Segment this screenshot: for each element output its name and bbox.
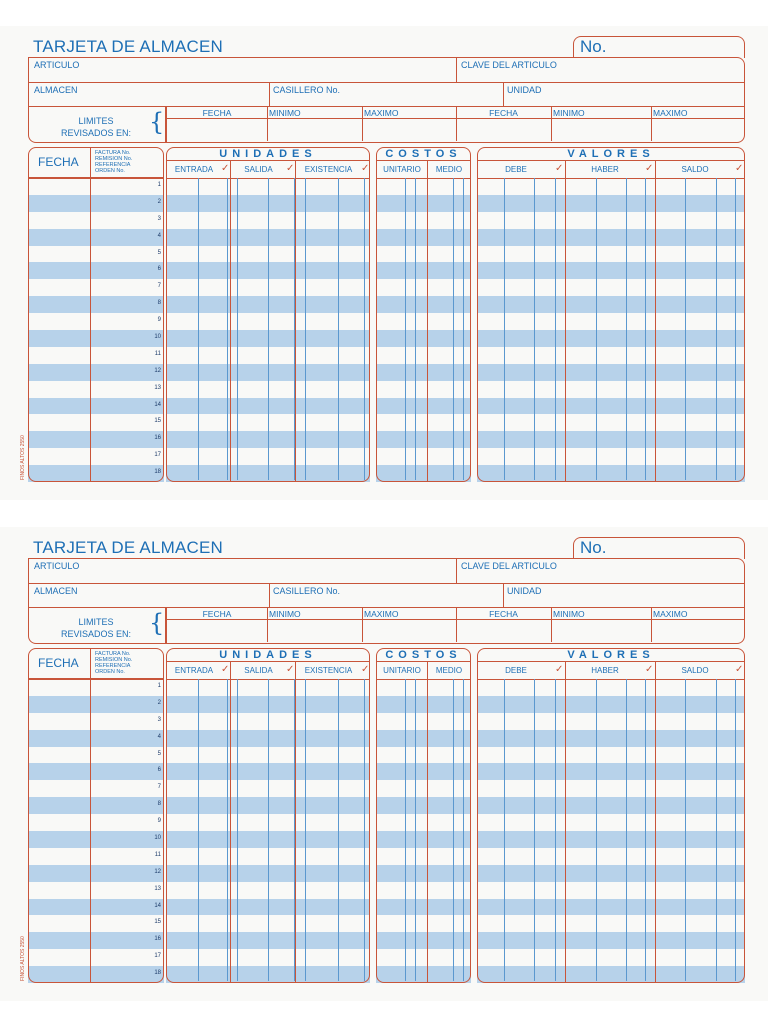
check-mark-icon: ✓ [361,664,370,675]
reference-line: REFERENCIA [95,162,131,168]
limits-divider [651,608,652,642]
column-rule [268,679,269,981]
limits-label-line1: LIMITES [78,617,114,627]
unidades-divider [230,661,231,983]
card-title: TARJETA DE ALMACEN [33,37,224,56]
column-rule [596,679,597,981]
column-rule [463,178,464,480]
row-number: 16 [154,435,161,442]
column-rule [338,178,339,480]
valores-divider [565,661,566,983]
articulo-field[interactable]: ARTICULO [34,60,80,70]
column-rule [685,178,686,480]
printer-mark: FINOS ALTOS 2550 [20,435,26,480]
row-number: 12 [154,868,161,875]
limits-divider [551,107,552,141]
valores-col-2[interactable]: SALDO [681,165,709,174]
column-rule [555,178,556,480]
column-rule [198,679,199,981]
clave-field[interactable]: CLAVE DEL ARTICULO [461,561,557,571]
column-rule [685,679,686,981]
column-rule [626,679,627,981]
column-rule [626,178,627,480]
column-rule [338,679,339,981]
row-number: 3 [157,716,161,723]
unidad-field[interactable]: UNIDAD [507,586,542,596]
limits-label [51,616,141,640]
limits-divider [362,107,363,141]
row-number: 17 [154,452,161,459]
unidades-col-2[interactable]: EXISTENCIA [304,666,353,675]
almacen-field[interactable]: ALMACEN [34,85,78,95]
header-divider [456,559,457,583]
header-fields [28,57,745,107]
unidades-col-1[interactable]: SALIDA [244,165,273,174]
number-label: No. [580,538,607,557]
reference-line: FACTURA No. [95,150,131,156]
costos-rule [377,661,470,662]
row-number: 10 [154,835,161,841]
limits-col-2[interactable]: MAXIMO [364,609,399,619]
reference-header [95,150,132,174]
row-number: 4 [157,733,161,740]
check-mark-icon: ✓ [286,664,295,675]
limits-col-0[interactable]: FECHA [202,609,232,619]
reference-line: ORDEN No. [95,669,125,675]
reference-line: FACTURA No. [95,651,131,657]
column-rule [735,679,736,981]
fecha-section [28,147,164,482]
row-number: 5 [157,750,161,757]
inventory-card [0,26,768,500]
valores-divider [655,160,656,482]
row-number: 15 [154,919,161,926]
brace-icon: { [149,609,165,637]
limits-col-1[interactable]: MINIMO [269,108,301,118]
reference-line: REFERENCIA [95,663,131,669]
limits-label-line1: LIMITES [78,116,114,126]
limits-col-1[interactable]: MINIMO [269,609,301,619]
column-rule [198,178,199,480]
column-rule [596,178,597,480]
column-rule [735,178,736,480]
costos-col-1[interactable]: MEDIO [435,165,463,174]
limits-label-box [28,608,166,644]
column-rule [227,178,228,480]
row-number: 8 [157,300,161,307]
column-rule [305,178,306,480]
column-rule [237,178,238,480]
row-number: 13 [154,384,161,391]
column-rule [555,679,556,981]
check-mark-icon: ✓ [221,163,230,174]
header-divider [269,583,270,607]
check-mark-icon: ✓ [555,664,564,675]
check-mark-icon: ✓ [286,163,295,174]
row-number: 9 [157,317,161,324]
section-header-rule [478,679,744,680]
row-number: 3 [157,215,161,222]
valores-rule [478,661,744,662]
row-number: 14 [154,902,161,909]
limits-col-2[interactable]: MAXIMO [364,108,399,118]
limits-label-line2: REVISADOS EN: [60,629,132,639]
fecha-section [28,648,164,983]
clave-field[interactable]: CLAVE DEL ARTICULO [461,60,557,70]
limits-grid [166,608,745,644]
limits-divider [651,107,652,141]
row-number: 6 [157,266,161,273]
column-rule [364,178,365,480]
row-number: 17 [154,953,161,960]
casillero-field[interactable]: CASILLERO No. [273,85,341,95]
reference-header [95,651,132,675]
inventory-card [0,527,768,1001]
row-number: 13 [154,885,161,892]
header-divider [503,583,504,607]
row-number: 12 [154,367,161,374]
limits-col-5[interactable]: MAXIMO [653,108,688,118]
articulo-field[interactable]: ARTICULO [34,561,80,571]
limits-label-line2: REVISADOS EN: [60,128,132,138]
check-mark-icon: ✓ [735,664,744,675]
costos-section [376,648,471,983]
costos-col-0[interactable]: UNITARIO [383,165,421,174]
unidades-col-1[interactable]: SALIDA [244,666,273,675]
row-number: 5 [157,249,161,256]
limits-col-3[interactable]: FECHA [489,108,518,118]
row-number: 14 [154,401,161,408]
column-rule [716,679,717,981]
column-rule [463,679,464,981]
limits-divider [456,608,457,642]
column-rule [716,178,717,480]
unidades-col-2[interactable]: EXISTENCIA [304,165,353,174]
unidades-rule [167,160,369,161]
unidades-title: UNIDADES [219,148,317,160]
valores-col-2[interactable]: SALDO [681,666,709,675]
unidad-field[interactable]: UNIDAD [507,85,542,95]
valores-section [477,147,745,482]
valores-rule [478,160,744,161]
section-header-rule [377,178,470,179]
costos-rule [377,160,470,161]
fecha-header: FECHA [38,656,79,670]
limits-grid [166,107,745,143]
fecha-divider [90,648,91,983]
row-number: 7 [157,784,161,791]
column-rule [645,679,646,981]
row-number: 8 [157,801,161,808]
costos-divider [427,160,428,482]
costos-col-1[interactable]: MEDIO [435,666,463,675]
unidades-col-0[interactable]: ENTRADA [174,666,214,675]
limits-divider [267,608,268,642]
row-number: 10 [154,334,161,340]
column-rule [453,178,454,480]
row-number: 11 [154,851,161,858]
fecha-header: FECHA [38,155,79,169]
check-mark-icon: ✓ [645,664,654,675]
costos-col-0[interactable]: UNITARIO [383,666,421,675]
header-fields [28,558,745,608]
column-rule [294,178,295,480]
column-rule [645,178,646,480]
limits-label [51,115,141,139]
row-number: 2 [157,198,161,205]
header-divider [456,58,457,82]
valores-title: VALORES [567,148,655,160]
valores-divider [565,160,566,482]
header-divider [29,583,744,584]
limits-col-4[interactable]: MINIMO [553,609,585,619]
limits-divider [267,107,268,141]
header-divider [503,82,504,106]
valores-section [477,648,745,983]
check-mark-icon: ✓ [361,163,370,174]
column-rule [534,679,535,981]
row-number: 18 [154,469,161,476]
column-rule [294,679,295,981]
row-number: 7 [157,283,161,290]
unidades-divider [230,160,231,482]
row-number: 4 [157,232,161,239]
printer-mark: FINOS ALTOS 2550 [20,936,26,981]
row-number: 6 [157,767,161,774]
check-mark-icon: ✓ [735,163,744,174]
row-number: 1 [157,683,161,689]
row-number: 15 [154,418,161,425]
check-mark-icon: ✓ [555,163,564,174]
column-rule [415,679,416,981]
limits-divider [362,608,363,642]
row-number: 2 [157,699,161,706]
reference-line: ORDEN No. [95,168,125,174]
check-mark-icon: ✓ [645,163,654,174]
column-rule [405,178,406,480]
row-number: 11 [154,350,161,357]
reference-line: REMISION No. [95,657,133,663]
row-number: 16 [154,936,161,943]
limits-col-0[interactable]: FECHA [202,108,232,118]
column-rule [415,178,416,480]
valores-col-0[interactable]: DEBE [505,666,527,675]
valores-col-1[interactable]: HABER [591,666,619,675]
header-divider [29,82,744,83]
column-rule [268,178,269,480]
limits-col-3[interactable]: FECHA [489,609,518,619]
row-number: 1 [157,182,161,188]
card-title: TARJETA DE ALMACEN [33,538,224,557]
section-header-rule [478,178,744,179]
fecha-divider [90,147,91,482]
limits-divider [456,107,457,141]
limits-divider [551,608,552,642]
casillero-field[interactable]: CASILLERO No. [273,586,341,596]
column-rule [504,679,505,981]
limits-col-5[interactable]: MAXIMO [653,609,688,619]
fecha-rule [29,177,163,178]
section-header-rule [377,679,470,680]
column-rule [364,679,365,981]
number-field[interactable] [573,36,745,58]
column-rule [504,178,505,480]
number-field[interactable] [573,537,745,559]
column-rule [453,679,454,981]
unidades-col-0[interactable]: ENTRADA [174,165,214,174]
costos-section [376,147,471,482]
column-rule [237,679,238,981]
column-rule [305,679,306,981]
row-number: 9 [157,818,161,825]
limits-label-box [28,107,166,143]
column-rule [227,679,228,981]
costos-title: COSTOS [385,649,462,661]
unidades-rule [167,661,369,662]
brace-icon: { [149,108,165,136]
valores-title: VALORES [567,649,655,661]
costos-title: COSTOS [385,148,462,160]
costos-divider [427,661,428,983]
almacen-field[interactable]: ALMACEN [34,586,78,596]
header-divider [269,82,270,106]
number-label: No. [580,37,607,56]
column-rule [534,178,535,480]
check-mark-icon: ✓ [221,664,230,675]
row-number: 18 [154,970,161,977]
valores-divider [655,661,656,983]
fecha-rule [29,678,163,679]
unidades-title: UNIDADES [219,649,317,661]
limits-col-4[interactable]: MINIMO [553,108,585,118]
column-rule [405,679,406,981]
reference-line: REMISION No. [95,156,133,162]
valores-col-0[interactable]: DEBE [505,165,527,174]
valores-col-1[interactable]: HABER [591,165,619,174]
